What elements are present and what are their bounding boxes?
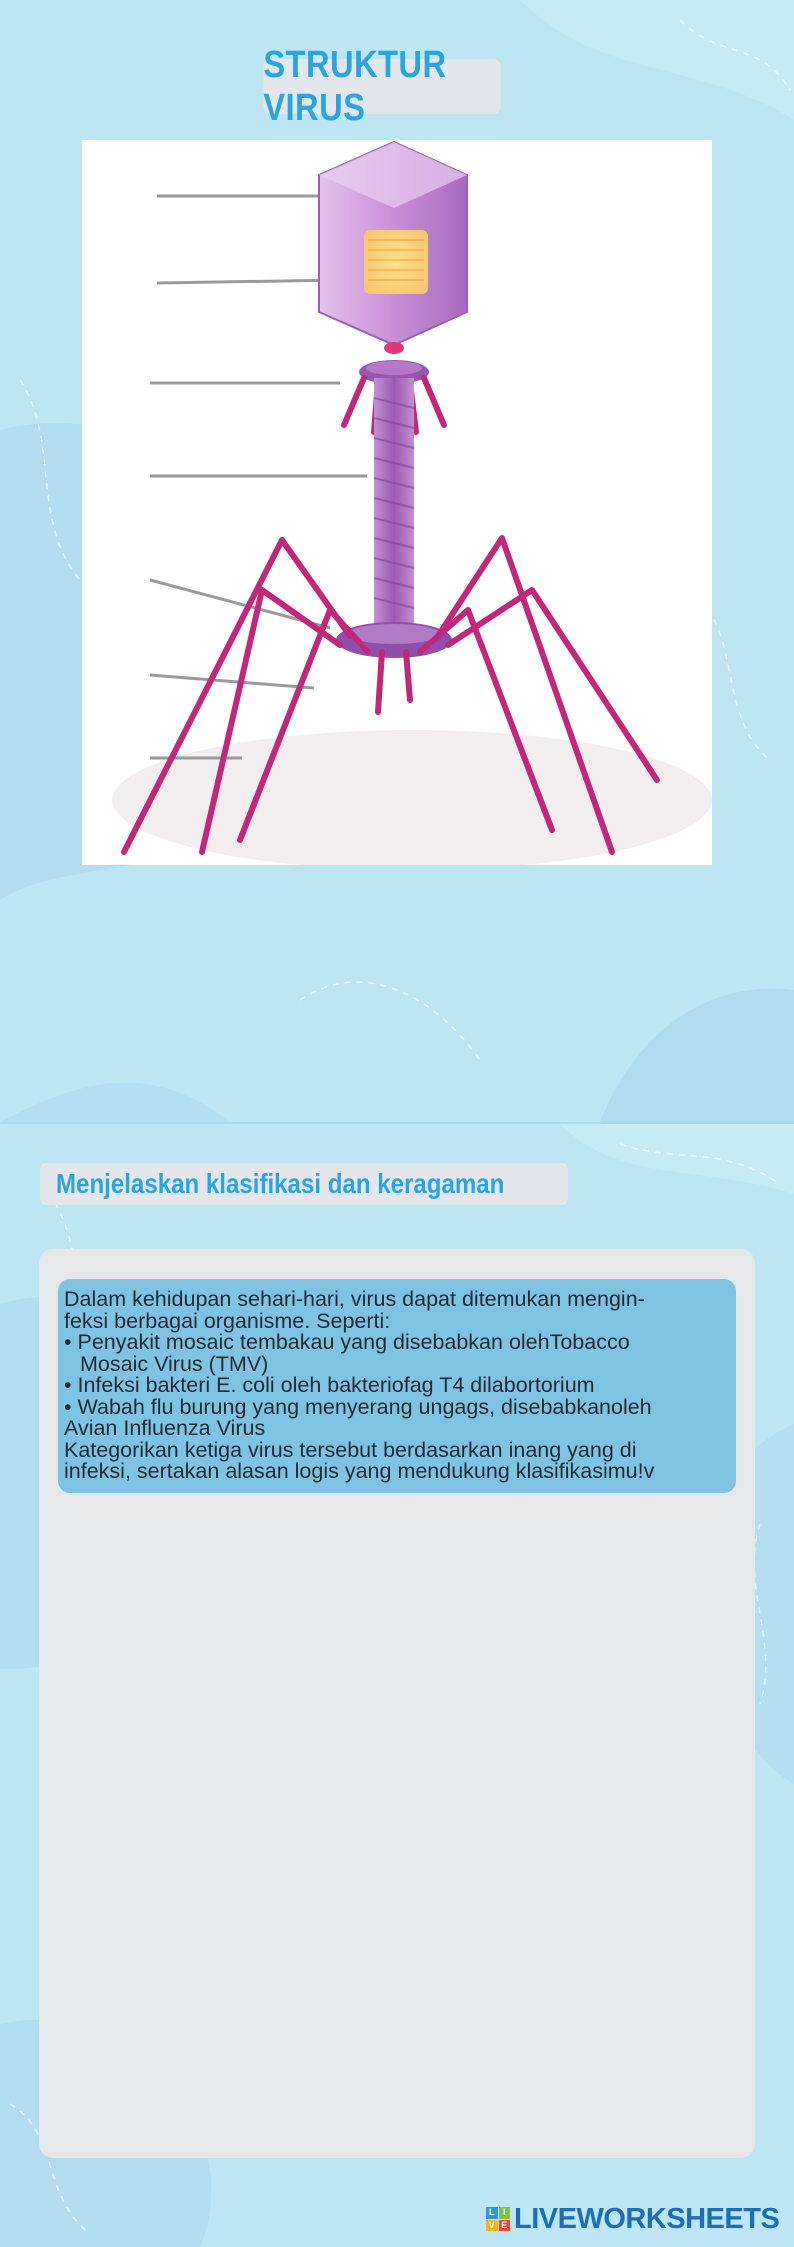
logo-text: LIVEWORKSHEETS: [514, 2202, 780, 2235]
bacteriophage-diagram: [82, 140, 712, 865]
question-line: • Wabah flu burung yang menyerang ungags, disebabkanoleh: [64, 1394, 652, 1419]
question-line: • Penyakit mosaic tembakau yang disebabkan olehTobacco: [64, 1330, 630, 1354]
logo-icon: L I V E: [486, 2207, 510, 2231]
section-heading: [40, 1163, 568, 1205]
section-heading-text: Menjelaskan klasifikasi dan keragaman: [56, 1168, 505, 1199]
liveworksheets-logo[interactable]: [486, 2203, 779, 2235]
question-line: Dalam kehidupan sehari-hari, virus dapat ditemukan mengin-: [64, 1287, 645, 1311]
question-line: Kategorikan ketiga virus tersebut berdasarkan inang yang di: [64, 1437, 637, 1462]
question-line: Avian Influenza Virus: [64, 1416, 266, 1440]
question-line: feksi berbagai organisme. Seperti:: [64, 1308, 391, 1333]
page-title: [263, 43, 500, 129]
bacteriophage-illustration: [82, 140, 712, 865]
page-title-text: STRUKTUR VIRUS: [263, 43, 447, 129]
question-box: [58, 1279, 736, 1493]
question-line: infeksi, sertakan alasan logis yang mendukung klasifikasimu!v: [64, 1459, 655, 1483]
question-line: • Infeksi bakteri E. coli oleh bakteriofag T4 dilabortorium: [64, 1373, 595, 1397]
question-line: Mosaic Virus (TMV): [80, 1351, 269, 1376]
